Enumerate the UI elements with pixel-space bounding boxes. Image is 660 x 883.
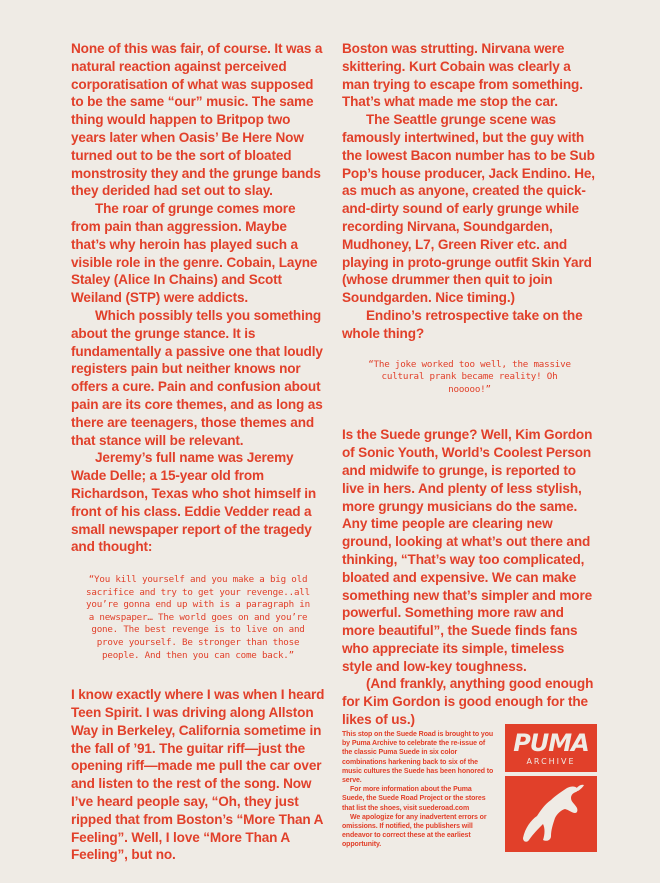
right-column bbox=[342, 40, 597, 729]
paragraph: Boston was strutting. Nirvana were skittering. Kurt Cobain was clearly a man trying to escape from something. That’s what made me stop the car. bbox=[342, 41, 583, 110]
paragraph: Is the Suede grunge? Well, Kim Gordon of Sonic Youth, World’s Coolest Person and midwife to grunge, is reported to live in hers. And plenty of less stylish, more grungy musicians do the same. Any time people are clearing new ground, looking at what’s out there and thinking, “That’s way too complicated, bloated and expensive. We can make something new that’s simpler and more powerful. Something more raw and more beautiful”, the Suede finds fans who appreciate its simple, timeless style and low-key toughness. bbox=[342, 427, 593, 674]
paragraph: (And frankly, anything good enough for Kim Gordon is good enough for the likes of us.) bbox=[342, 676, 594, 728]
paragraph: Endino’s retrospective take on the whole thing? bbox=[342, 307, 583, 341]
paragraph: Jeremy’s full name was Jeremy Wade Delle; a 15-year old from Richardson, Texas who shot himself in front of his class. Eddie Vedder read a small newspaper report of the tragedy and thought: bbox=[71, 450, 316, 555]
footer-paragraph: This stop on the Suede Road is brought to you by Puma Archive to celebrate the re-issue of the classic Puma Suede in six color combinations harkening back to six of the music cultures the Suede has been honored to serve. bbox=[342, 731, 494, 785]
paragraph: Which possibly tells you something about the grunge stance. It is fundamentally a passive one that loudly registers pain but neither knows nor offers a cure. Pain and confusion about pain are its core themes, and as long as there are teenagers, those themes and that stance will be relevant. bbox=[71, 307, 323, 448]
paragraph: The Seattle grunge scene was famously intertwined, but the guy with the lowest Bacon number has to be Sub Pop’s house producer, Jack Endino. He, as much as anyone, created the quick-and-dirty sound of early grunge while recording Nirvana, Soundgarden, Mudhoney, L7, Green River etc. and playing in proto-grunge outfit Skin Yard (whose drummer then quit to join Soundgarden. Nice timing.) bbox=[342, 112, 595, 306]
paragraph: None of this was fair, of course. It was a natural reaction against perceived corporatisation of what was supposed to be the same “our” music. The same thing would happen to Britpop two years later when Oasis’ Be Here Now turned out to be the sort of bloated monstrosity they and the grunge bands they derided had set out to slay. bbox=[71, 41, 323, 199]
paragraph: The roar of grunge comes more from pain than aggression. Maybe that’s why heroin has played such a visible role in the genre. Cobain, Layne Staley (Alice In Chains) and Scott Weiland (STP) were addicts. bbox=[71, 201, 318, 306]
footer-notice bbox=[342, 730, 494, 850]
logo-word: PUMA bbox=[513, 728, 589, 757]
pull-quote: “The joke worked too well, the massive cultural prank became reality! Oh nooooo!” bbox=[368, 358, 571, 395]
pull-quote: “You kill yourself and you make a big old sacrifice and try to get your revenge..all you’re gonna end up with is a paragraph in a newspaper… The world goes on and you’re gone. The best revenge is to live on and prove yourself. Be stronger than those people. And then you can come back.” bbox=[86, 574, 310, 661]
left-column bbox=[71, 40, 325, 864]
logo-subtitle: ARCHIVE bbox=[526, 756, 576, 766]
footer-paragraph: For more information about the Puma Suede, the Suede Road Project or the stores that list the shoes, visit suederoad.com bbox=[342, 786, 486, 812]
puma-archive-logo bbox=[505, 724, 597, 852]
paragraph: I know exactly where I was when I heard Teen Spirit. I was driving along Allston Way in Berkeley, California sometime in the fall of ’91. The guitar riff—just the opening riff—made me pull the car over and listen to the rest of the song. Now I’ve heard people say, “Oh, they just ripped that from Boston’s “More Than A Feeling”. Well, I love “More Than A Feeling”, but no. bbox=[71, 687, 325, 863]
logo-wordmark bbox=[505, 724, 597, 772]
footer-paragraph: We apologize for any inadvertent errors or omissions. If notified, the publishers will endeavor to correct these at the earliest opportunity. bbox=[342, 813, 487, 849]
puma-cat-icon bbox=[505, 776, 597, 852]
